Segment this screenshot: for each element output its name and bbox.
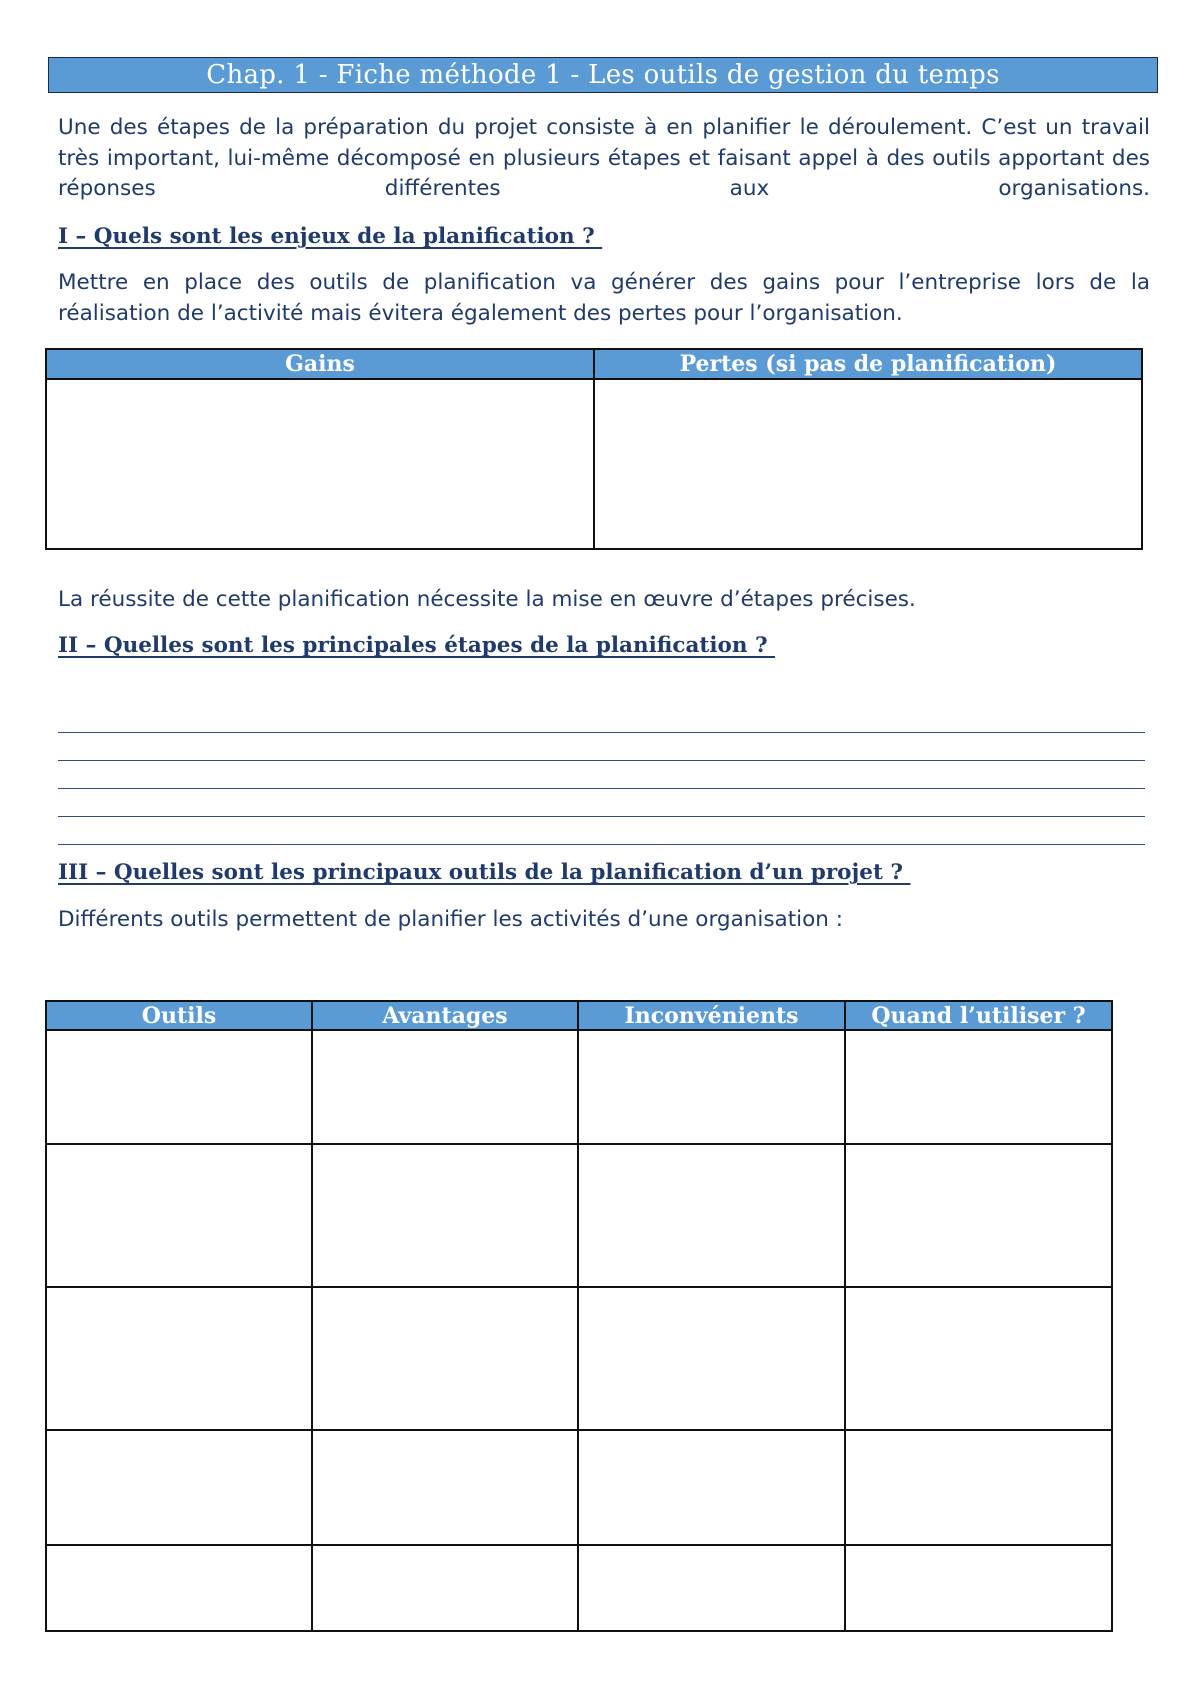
header-gains: Gains	[46, 349, 594, 379]
writing-line[interactable]	[58, 733, 1145, 761]
writing-line[interactable]	[58, 789, 1145, 817]
table-cell[interactable]	[312, 1430, 578, 1545]
table-row	[46, 1030, 1112, 1144]
table-cell[interactable]	[578, 1144, 845, 1287]
table-header-row	[46, 1001, 1112, 1030]
header-avantages: Avantages	[312, 1001, 578, 1030]
gains-losses-table	[45, 348, 1143, 550]
page-title: Chap. 1 - Fiche méthode 1 - Les outils de gestion du temps	[48, 57, 1158, 93]
section-1-paragraph	[58, 268, 1150, 329]
table-header-row	[46, 349, 1142, 379]
transition-paragraph	[58, 585, 1150, 616]
table-cell[interactable]	[845, 1144, 1112, 1287]
table-row	[46, 1144, 1112, 1287]
writing-lines	[58, 705, 1145, 845]
table-cell[interactable]	[312, 1144, 578, 1287]
section-3-paragraph	[58, 905, 1150, 936]
table-row	[46, 379, 1142, 549]
transition-text: La réussite de cette planification nécessite la mise en œuvre d’étapes précises.	[58, 587, 916, 612]
table-cell[interactable]	[845, 1430, 1112, 1545]
writing-line[interactable]	[58, 761, 1145, 789]
table-cell[interactable]	[312, 1287, 578, 1430]
table-cell[interactable]	[845, 1545, 1112, 1631]
table-cell[interactable]	[845, 1287, 1112, 1430]
table-cell[interactable]	[578, 1030, 845, 1144]
intro-paragraph	[58, 113, 1150, 205]
table-cell[interactable]	[578, 1287, 845, 1430]
header-quand-utiliser: Quand l’utiliser ?	[845, 1001, 1112, 1030]
table-cell[interactable]	[46, 1430, 312, 1545]
table-cell[interactable]	[845, 1030, 1112, 1144]
section-2-heading: II – Quelles sont les principales étapes de la planification ?	[58, 633, 776, 658]
table-cell[interactable]	[46, 1030, 312, 1144]
table-cell[interactable]	[578, 1545, 845, 1631]
section-1-text: Mettre en place des outils de planification va générer des gains pour l’entreprise lors de la réalisation de l’activité mais évitera également des pertes pour l’organisation.	[58, 270, 1150, 326]
table-row	[46, 1287, 1112, 1430]
table-cell[interactable]	[46, 1545, 312, 1631]
table-row	[46, 1430, 1112, 1545]
pertes-cell[interactable]	[594, 379, 1142, 549]
header-outils: Outils	[46, 1001, 312, 1030]
table-cell[interactable]	[578, 1430, 845, 1545]
header-pertes: Pertes (si pas de planification)	[594, 349, 1142, 379]
table-cell[interactable]	[312, 1030, 578, 1144]
table-row	[46, 1545, 1112, 1631]
table-cell[interactable]	[312, 1545, 578, 1631]
gains-cell[interactable]	[46, 379, 594, 549]
section-3-text: Différents outils permettent de planifier les activités d’une organisation :	[58, 907, 843, 932]
writing-line[interactable]	[58, 817, 1145, 845]
writing-line[interactable]	[58, 705, 1145, 733]
section-1-heading: I – Quels sont les enjeux de la planification ?	[58, 224, 603, 249]
table-cell[interactable]	[46, 1287, 312, 1430]
section-3-heading: III – Quelles sont les principaux outils de la planification d’un projet ?	[58, 860, 911, 885]
intro-text: Une des étapes de la préparation du projet consiste à en planifier le déroulement. C’est un travail très important, lui-même décomposé en plusieurs étapes et faisant appel à des outils apportant des réponses différentes aux organisations.	[58, 115, 1150, 201]
table-cell[interactable]	[46, 1144, 312, 1287]
header-inconvenients: Inconvénients	[578, 1001, 845, 1030]
tools-table	[45, 1000, 1113, 1632]
